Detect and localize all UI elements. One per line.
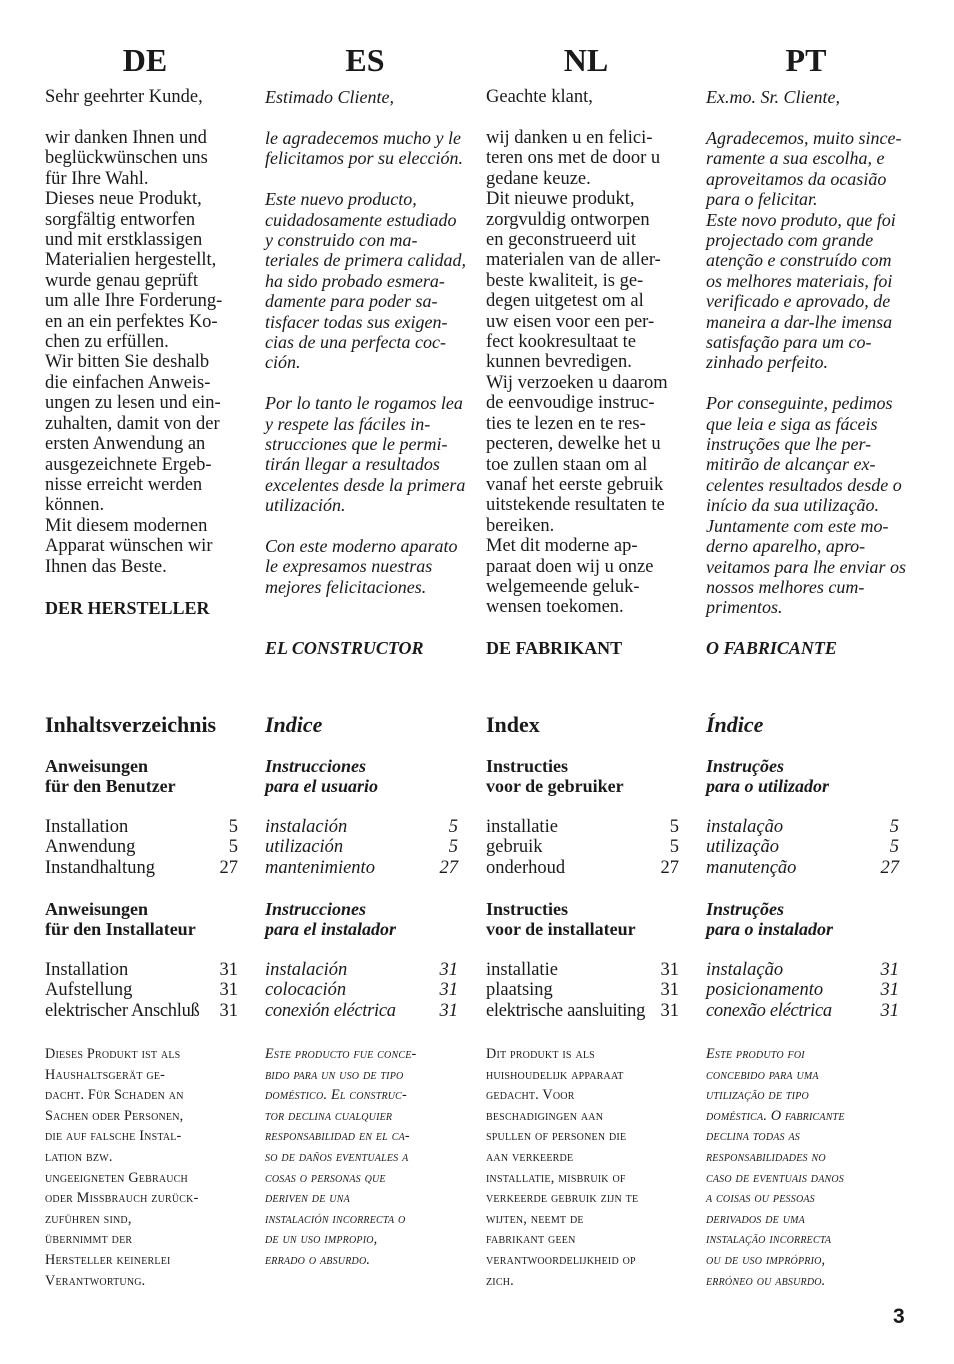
toc-entry-page: 31: [880, 960, 899, 980]
text-line: instruções que lhe per-: [706, 434, 872, 455]
notice-line: installatie, misbruik of: [486, 1169, 626, 1186]
text-line: ramente a sua escolha, e: [706, 148, 885, 169]
text-line: aproveitamos da ocasião: [706, 168, 887, 189]
toc-entry-page: 31: [660, 960, 679, 980]
toc-entry-page: 5: [889, 837, 899, 858]
toc-entry-page: 31: [439, 1000, 458, 1021]
page-number: 3: [893, 1305, 905, 1328]
text-line: mitirão de alcançar ex-: [706, 454, 876, 475]
language-heading: ES: [345, 42, 385, 78]
notice-line: spullen of personen die: [486, 1128, 627, 1145]
heading-line: Instrucciones: [265, 756, 367, 776]
toc-entry-page: 5: [669, 817, 679, 837]
signature: DE FABRIKANT: [486, 638, 623, 658]
toc-entry: [486, 960, 679, 980]
toc-entry: [706, 858, 899, 878]
toc-entry-label: Instandhaltung: [45, 857, 155, 878]
heading-line: Instrucciones: [265, 899, 367, 919]
greeting: Sehr geehrter Kunde,: [45, 87, 203, 107]
notice-line: Verantwortung.: [45, 1272, 146, 1289]
text-line: verificado e aprovado, de: [706, 291, 891, 312]
toc-entry: [45, 980, 238, 1000]
intro-paragraph: [265, 393, 466, 515]
text-line: ersten Anwendung an: [45, 434, 206, 455]
notice-line: verkeerde gebruik zijn te: [486, 1190, 639, 1207]
text-line: cuidadosamente estudiado: [265, 209, 457, 230]
notice-line: erróneo ou absurdo.: [706, 1272, 826, 1289]
user-instructions-heading: [265, 756, 378, 797]
heading-line: Instructies: [486, 756, 568, 776]
text-line: Dit nieuwe produkt,: [486, 189, 635, 210]
toc-entry-page: 5: [228, 837, 238, 858]
text-line: início da sua utilização.: [706, 495, 879, 516]
notice-line: errado o absurdo.: [265, 1251, 371, 1268]
heading-line: voor de installateur: [486, 919, 636, 940]
notice-line: beschadigingen aan: [486, 1107, 604, 1124]
toc-entry: [265, 960, 458, 980]
text-line: teren ons met de door u: [486, 148, 661, 169]
notice-line: fabrikant geen: [486, 1231, 576, 1248]
toc-entry: [706, 837, 899, 857]
text-line: Mit diesem modernen: [45, 515, 208, 536]
toc-entry: [265, 980, 458, 1000]
text-line: tirán llegar a resultados: [265, 454, 440, 475]
notice-line: wijten, neemt de: [486, 1210, 584, 1227]
text-line: Por conseguinte, pedimos: [706, 393, 893, 414]
notice-line: instalação incorrecta: [706, 1231, 832, 1248]
toc-entry: [45, 817, 238, 837]
text-line: die einfachen Anweis-: [45, 372, 211, 393]
greeting: Estimado Cliente,: [265, 87, 394, 107]
user-toc-list: [706, 817, 899, 878]
toc-entry-page: 5: [448, 817, 458, 837]
user-toc-list: [45, 817, 238, 878]
toc-entry: [706, 980, 899, 1000]
text-line: bereiken.: [486, 515, 555, 536]
toc-entry: [265, 858, 458, 878]
toc-entry: [45, 858, 238, 878]
text-line: para o felicitar.: [706, 189, 818, 210]
toc-entry-page: 27: [439, 857, 458, 878]
toc-entry-label: onderhoud: [486, 857, 566, 878]
text-line: zuhalten, damit von der: [45, 413, 220, 434]
notice-line: lation bzw.: [45, 1148, 113, 1165]
toc-entry-label: installatie: [486, 960, 558, 980]
text-line: en an ein perfektes Ko-: [45, 311, 218, 332]
liability-notice: [265, 1044, 465, 1271]
text-line: und mit erstklassigen: [45, 230, 203, 251]
notice-line: doméstica. O fabricante: [706, 1107, 845, 1124]
user-toc-list: [486, 817, 679, 878]
notice-line: übernimmt der: [45, 1231, 133, 1248]
signature: DER HERSTELLER: [45, 598, 210, 618]
user-instructions-heading: [486, 756, 624, 797]
text-line: gedane keuze.: [486, 168, 591, 189]
notice-line: zich.: [486, 1272, 514, 1289]
toc-entry-label: colocación: [265, 980, 347, 1001]
notice-line: declina todas as: [706, 1128, 801, 1145]
text-line: vanaf het eerste gebruik: [486, 474, 664, 495]
installer-instructions-heading: [265, 899, 396, 940]
text-line: atenção e construído com: [706, 250, 892, 271]
notice-line: bido para un uso de tipo: [265, 1066, 404, 1083]
text-line: utilización.: [265, 495, 346, 516]
text-line: für Ihre Wahl.: [45, 168, 149, 189]
liability-notice: [486, 1044, 686, 1291]
toc-entry: [45, 960, 238, 980]
text-line: Apparat wünschen wir: [45, 536, 213, 557]
language-heading: DE: [122, 42, 168, 78]
text-line: wensen toekomen.: [486, 597, 624, 618]
toc-entry: [486, 980, 679, 1000]
text-line: mejores felicitaciones.: [265, 576, 427, 597]
intro-paragraph: [45, 128, 222, 577]
notice-line: aan verkeerde: [486, 1148, 574, 1165]
toc-entry-label: mantenimiento: [265, 857, 375, 878]
toc-entry-label: Anwendung: [45, 837, 136, 858]
text-line: y respete las fáciles in-: [265, 413, 431, 434]
text-line: cias de una perfecta coc-: [265, 332, 446, 353]
text-line: zinhado perfeito.: [706, 352, 828, 373]
notice-line: die auf falsche Instal-: [45, 1128, 182, 1145]
toc-entry: [45, 1001, 238, 1021]
text-line: toe zullen staan om al: [486, 454, 648, 475]
notice-line: zuführen sind,: [45, 1210, 132, 1227]
greeting: Ex.mo. Sr. Cliente,: [706, 87, 840, 107]
toc-entry-page: 27: [219, 857, 238, 878]
language-heading: PT: [785, 42, 827, 78]
toc-entry-page: 5: [889, 817, 899, 837]
toc-entry: [486, 837, 679, 857]
text-line: strucciones que le permi-: [265, 434, 448, 455]
toc-entry-label: manutenção: [706, 857, 797, 878]
installer-toc-list: [706, 960, 899, 1021]
intro-text: [706, 128, 906, 618]
notice-line: Haushaltsgerät ge-: [45, 1066, 166, 1083]
heading-line: für den Installateur: [45, 919, 196, 940]
text-line: ha sido probado esmera-: [265, 270, 445, 291]
text-line: Wir bitten Sie deshalb: [45, 352, 210, 373]
text-line: zorgvuldig ontworpen: [486, 209, 650, 230]
text-line: le expresamos nuestras: [265, 556, 433, 577]
toc-entry-page: 5: [228, 817, 238, 837]
notice-line: responsabilidades no: [706, 1148, 826, 1165]
toc-entry-label: Aufstellung: [45, 980, 133, 1001]
toc-entry-page: 31: [660, 1000, 679, 1021]
text-line: wurde genau geprüft: [45, 270, 199, 291]
notice-line: so de daños eventuales a: [265, 1148, 409, 1165]
text-line: que leia e siga as fáceis: [706, 413, 878, 434]
text-line: ungen zu lesen und ein-: [45, 393, 221, 414]
toc-entry-page: 5: [669, 837, 679, 858]
language-heading: NL: [563, 42, 609, 78]
text-line: chen zu erfüllen.: [45, 332, 169, 353]
text-line: ausgezeichnete Ergeb-: [45, 454, 212, 475]
notice-line: ou de uso impróprio,: [706, 1251, 826, 1268]
notice-line: utilização de tipo: [706, 1087, 809, 1104]
intro-paragraph: [706, 128, 906, 373]
notice-line: Sachen oder Personen,: [45, 1107, 184, 1124]
installer-instructions-heading: [706, 899, 833, 940]
toc-entry-label: instalação: [706, 817, 784, 837]
notice-line: de un uso impropio,: [265, 1231, 378, 1248]
greeting: Geachte klant,: [486, 87, 593, 107]
text-line: y construido con ma-: [265, 230, 418, 251]
text-line: wir danken Ihnen und: [45, 128, 207, 148]
toc-entry-label: instalación: [265, 960, 348, 980]
toc-entry-page: 5: [448, 837, 458, 858]
text-line: uitstekende resultaten te: [486, 495, 665, 516]
notice-line: Hersteller keinerlei: [45, 1251, 171, 1268]
text-line: projectado com grande: [706, 230, 874, 251]
toc-entry-page: 31: [439, 960, 458, 980]
toc-entry-label: Installation: [45, 960, 129, 980]
toc-entry-page: 31: [660, 980, 679, 1001]
heading-line: Instructies: [486, 899, 568, 919]
text-line: kunnen bevredigen.: [486, 352, 632, 373]
heading-line: Instruções: [706, 899, 785, 919]
toc-entry-label: instalação: [706, 960, 784, 980]
installer-toc-list: [486, 960, 679, 1021]
intro-paragraph: [486, 128, 668, 618]
text-line: felicitamos por su elección.: [265, 148, 463, 169]
toc-entry-page: 31: [880, 1000, 899, 1021]
text-line: Ihnen das Beste.: [45, 556, 167, 577]
notice-line: a coisas ou pessoas: [706, 1190, 815, 1207]
notice-line: concebido para uma: [706, 1066, 819, 1083]
heading-line: para el instalador: [265, 919, 397, 940]
text-line: pecteren, dewelke het u: [486, 434, 661, 455]
text-line: Este nuevo producto,: [265, 189, 417, 210]
toc-entry-page: 31: [880, 980, 899, 1001]
toc-entry-page: 31: [219, 1000, 238, 1021]
installer-toc-list: [265, 960, 458, 1021]
liability-notice: [45, 1044, 245, 1291]
heading-line: voor de gebruiker: [486, 776, 624, 797]
intro-text: [486, 128, 668, 618]
notice-line: oder Missbrauch zurück-: [45, 1190, 199, 1207]
text-line: teriales de primera calidad,: [265, 250, 466, 271]
toc-entry: [486, 1001, 679, 1021]
notice-line: Dieses Produkt ist als: [45, 1046, 181, 1062]
text-line: primentos.: [706, 597, 783, 618]
heading-line: para o utilizador: [706, 776, 830, 797]
installer-instructions-heading: [45, 899, 196, 940]
text-line: Wij verzoeken u daarom: [486, 372, 668, 393]
toc-entry: [706, 960, 899, 980]
text-line: maneira a dar-lhe imensa: [706, 311, 893, 332]
text-line: fect kookresultaat te: [486, 332, 636, 353]
toc-title: Índice: [706, 712, 764, 737]
notice-line: dacht. Für Schaden an: [45, 1087, 184, 1104]
heading-line: Anweisungen: [45, 756, 149, 776]
text-line: können.: [45, 495, 105, 516]
heading-line: Anweisungen: [45, 899, 149, 919]
toc-entry: [486, 817, 679, 837]
heading-line: für den Benutzer: [45, 776, 176, 797]
toc-entry-label: Installation: [45, 817, 129, 837]
notice-line: ungeeigneten Gebrauch: [45, 1169, 188, 1186]
toc-entry-label: gebruik: [486, 837, 543, 858]
text-line: damente para poder sa-: [265, 291, 438, 312]
toc-entry: [706, 817, 899, 837]
notice-line: instalación incorrecta o: [265, 1210, 406, 1227]
text-line: nossos melhores cum-: [706, 576, 865, 597]
notice-line: verantwoordelijkheid op: [486, 1251, 636, 1268]
toc-entry-label: elektrische aansluiting: [486, 1000, 646, 1021]
text-line: Met dit moderne ap-: [486, 536, 638, 557]
toc-title: Inhaltsverzeichnis: [45, 712, 217, 737]
text-line: veitamos para lhe enviar os: [706, 556, 906, 577]
toc-entry-label: utilização: [706, 837, 779, 858]
user-instructions-heading: [45, 756, 176, 797]
notice-line: deriven de una: [265, 1190, 350, 1207]
notice-line: caso de eventuais danos: [706, 1169, 845, 1186]
toc-entry: [265, 837, 458, 857]
toc-entry-label: conexión eléctrica: [265, 1000, 396, 1021]
toc-entry-label: posicionamento: [706, 980, 824, 1001]
text-line: en geconstrueerd uit: [486, 230, 636, 251]
text-line: beste kwaliteit, is ge-: [486, 270, 644, 291]
text-line: Con este moderno aparato: [265, 536, 458, 557]
text-line: paraat doen wij u onze: [486, 556, 654, 577]
toc-entry-label: plaatsing: [486, 980, 553, 1001]
text-line: os melhores materiais, foi: [706, 270, 893, 291]
toc-entry: [45, 837, 238, 857]
text-line: satisfação para um co-: [706, 332, 872, 353]
text-line: Por lo tanto le rogamos lea: [265, 393, 463, 414]
signature: O FABRICANTE: [706, 638, 837, 658]
text-line: de eenvoudige instruc-: [486, 393, 655, 414]
toc-entry-page: 31: [439, 980, 458, 1001]
intro-text: [45, 128, 222, 577]
user-instructions-heading: [706, 756, 829, 797]
text-line: Juntamente com este mo-: [706, 515, 889, 536]
text-line: degen uitgetest om al: [486, 291, 644, 312]
text-line: wij danken u en felici-: [486, 128, 653, 148]
notice-line: huishoudelijk apparaat: [486, 1066, 624, 1083]
heading-line: Instruções: [706, 756, 785, 776]
toc-entry-label: elektrischer Anschluß: [45, 1000, 200, 1021]
toc-entry-page: 27: [880, 857, 899, 878]
intro-paragraph: [265, 128, 466, 169]
notice-line: Dit produkt is als: [486, 1046, 595, 1062]
user-toc-list: [265, 817, 458, 878]
text-line: ción.: [265, 352, 301, 373]
text-line: excelentes desde la primera: [265, 474, 466, 495]
toc-entry: [265, 817, 458, 837]
text-line: Este novo produto, que foi: [706, 209, 896, 230]
toc-entry: [486, 858, 679, 878]
notice-line: gedacht. Voor: [486, 1087, 575, 1104]
text-line: uw eisen voor een per-: [486, 311, 655, 332]
text-line: nisse erreicht werden: [45, 474, 203, 495]
text-line: Materialien hergestellt,: [45, 250, 217, 271]
installer-instructions-heading: [486, 899, 636, 940]
heading-line: para o instalador: [706, 919, 834, 940]
toc-title: Indice: [265, 712, 323, 737]
text-line: derno aparelho, apro-: [706, 536, 866, 557]
notice-line: cosas o personas que: [265, 1169, 386, 1186]
signature: EL CONSTRUCTOR: [265, 638, 424, 658]
notice-line: Este produto foi: [706, 1046, 805, 1062]
installer-toc-list: [45, 960, 238, 1021]
text-line: um alle Ihre Forderung-: [45, 291, 223, 312]
toc-entry: [706, 1001, 899, 1021]
text-line: tisfacer todas sus exigen-: [265, 311, 448, 332]
text-line: Agradecemos, muito since-: [706, 128, 902, 148]
text-line: materialen van de aller-: [486, 250, 661, 271]
notice-line: doméstico. El construc-: [265, 1087, 407, 1104]
text-line: beglückwünschen uns: [45, 148, 208, 169]
toc-entry-page: 27: [660, 857, 679, 878]
liability-notice: [706, 1044, 906, 1291]
toc-entry-page: 31: [219, 960, 238, 980]
intro-paragraph: [706, 393, 906, 617]
intro-paragraph: [265, 536, 466, 597]
toc-entry-label: instalación: [265, 817, 348, 837]
intro-text: [265, 128, 466, 597]
heading-line: para el usuario: [265, 776, 379, 797]
toc-entry-page: 31: [219, 980, 238, 1001]
toc-entry-label: conexão eléctrica: [706, 1000, 832, 1021]
intro-paragraph: [265, 189, 466, 373]
text-line: Dieses neue Produkt,: [45, 189, 202, 210]
toc-entry: [265, 1001, 458, 1021]
toc-title: Index: [486, 712, 540, 737]
notice-line: Este producto fue conce-: [265, 1046, 417, 1062]
notice-line: responsabilidad en el ca-: [265, 1128, 410, 1145]
notice-line: derivados de uma: [706, 1210, 805, 1227]
text-line: le agradecemos mucho y le: [265, 128, 461, 148]
text-line: celentes resultados desde o: [706, 474, 902, 495]
toc-entry-label: installatie: [486, 817, 558, 837]
notice-line: tor declina cualquier: [265, 1107, 393, 1124]
text-line: sorgfältig entworfen: [45, 209, 196, 230]
text-line: welgemeende geluk-: [486, 576, 640, 597]
text-line: ties te lezen en te res-: [486, 413, 646, 434]
toc-entry-label: utilización: [265, 837, 344, 858]
